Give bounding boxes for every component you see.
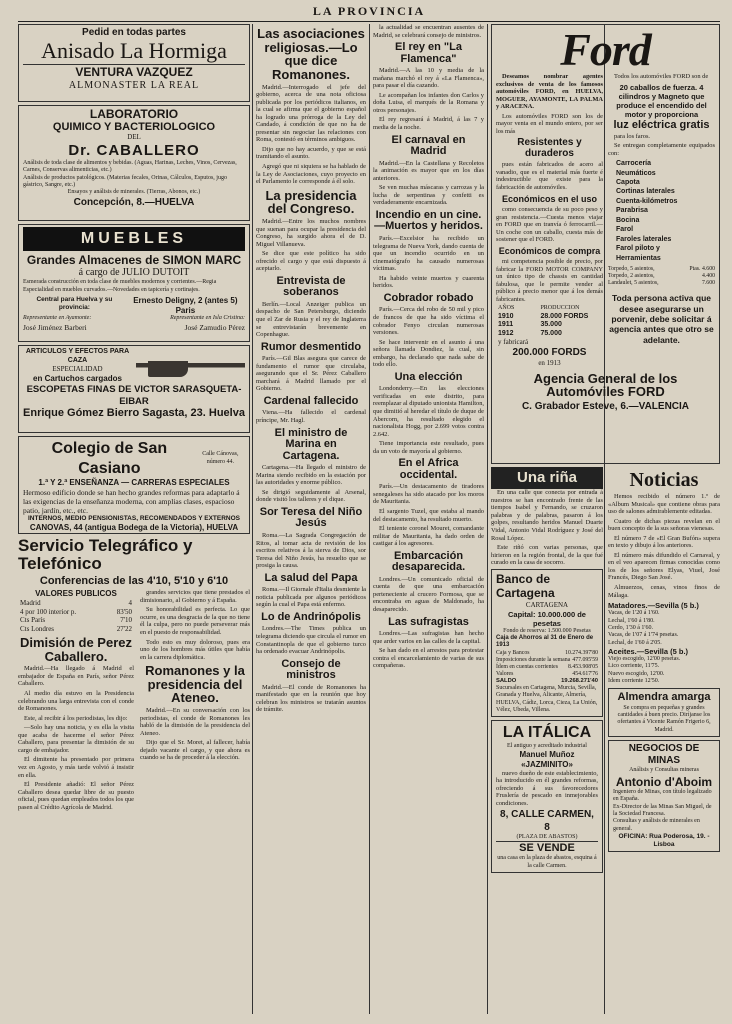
price-row: Nuevo escogido, 12'00.: [608, 670, 665, 677]
ford-text: Los automóviles FORD son los de mayor venta en el mundo entero, por ser los más: [496, 112, 603, 135]
price-value: 4.400: [701, 273, 715, 280]
ad-armas: [18, 345, 250, 433]
minas-text: Ex-Director de las Minas San Miguel, de la Sociedad Francesa.: [613, 803, 712, 818]
news-col-1a: [18, 589, 134, 813]
muebles-banner: MUEBLES: [23, 227, 245, 251]
column-4-lower: [491, 467, 603, 876]
valores-heading: VALORES PUBLICOS: [35, 589, 117, 599]
prod-header-year: AÑOS: [498, 305, 515, 312]
equip-item: Neumáticos: [616, 169, 656, 177]
article-paragraph: El rey regresará á Madrid, á las 7 y media de la noche.: [373, 116, 484, 132]
banco-city: CARTAGENA: [525, 601, 569, 610]
lab-title-2: QUIMICO Y BACTERIOLOGICO: [52, 121, 216, 134]
muebles-cargo: á cargo de JULIO DUTOIT: [78, 267, 190, 279]
minas-name: Antonio d'Aboim: [615, 774, 713, 789]
ad-anisado: [18, 24, 250, 102]
article-paragraph: París.—Cerca del robo de 50 mil y pico de francos de que ha sido víctima el cobrador Fenyo circulan numerosas versiones.: [373, 306, 484, 337]
se-vende-heading: SE VENDE: [496, 841, 598, 855]
article-headline: Cardenal fallecido: [263, 394, 359, 407]
article-paragraph: El número más difundido el Carnaval, y en el veo aparecen firmas conocidas como los de los señores Elyas, Viuel, José Francés, Diego San José.: [608, 551, 720, 582]
equip-item: Farol piloto y: [616, 245, 660, 253]
balance-label: Ídem en cuentas corrientes: [496, 663, 558, 670]
price-row: Cerdo, 1'30 á 1'60.: [608, 624, 653, 631]
ford-text: como consecuencia de su poco peso y gran resistencia.—Cuesta menos viajar en FORD que en tranvía ó ferrocarril.—Un coche con un caballo, cuesta más de sostener que el FORD.: [496, 206, 603, 244]
ad-la-italica: [491, 720, 603, 873]
ford-text: Todos los automóviles FORD son de: [614, 73, 709, 80]
article-paragraph: Londres.—Las sufragistas han hecho que arder varios en las calles de la capital.: [373, 630, 484, 645]
article-paragraph: Madrid.—El conde de Romanones ha manifestado que en la reunión que hoy celebran los ministros se tratarán asuntos de trámite.: [256, 683, 366, 714]
valores-value: 4: [128, 598, 132, 607]
article-paragraph: Este riñó con varias personas, que hirieron en la región frontal, de la que fué curado en la casa de socorro.: [491, 544, 603, 567]
minas-sub: Análisis y Consultas mineras: [629, 767, 699, 774]
colegio-address-line: CANOVAS, 44 (antigua Bodega de la Victoria), HUELVA: [29, 523, 239, 533]
minas-text: Consultas y análisis de minerales en general.: [613, 818, 700, 832]
balance-value: 454.617'76: [572, 670, 598, 677]
article-headline: Consejo de ministros: [281, 657, 341, 682]
matadores-heading: Matadores.—Sevilla (5 b.): [608, 601, 699, 611]
shotgun-illustration: [136, 351, 245, 381]
article-paragraph: Madrid.—Entre los muchos nombres que suenan para ocupar la presidencia del Congreso, ha surgido ahora el de D. Miguel Villanueva.: [256, 217, 366, 248]
article-paragraph: Se han dado en el arrestos para protestar contra el encarcelamiento de varias de sus compañeras.: [373, 647, 484, 670]
balance-label: SALDO: [496, 678, 517, 685]
ford-text: Deseamos nombrar agentes exclusivos de venta de los famosos automóviles FORD, en HUELVA, MOGUER, AYAMONTE, LA PALMA y ARACENA.: [496, 73, 603, 111]
colegio-internos: INTERNOS, MEDIO PENSIONISTAS, RECOMENDADOS Y EXTERNOS: [27, 515, 240, 523]
article-paragraph: Madrid.—A las 10 y media de la mañana marchó el rey á «La Flamenca», para pasar el día cazando.: [373, 67, 484, 90]
ford-text: pues están fabricados de acero al vanadio, que es el material más fuerte é indestructible que existe para la fabricación de automóviles.: [496, 161, 603, 192]
article-paragraph: El teniente coronel Mouret, comandante militar de Mauritania, ha dado orden de castigar á los agresores.: [373, 525, 484, 548]
italica-text: nuevo dueño de este establecimiento, ha introducido en él grandes reformas, ofreciendo á sus favorecedores Fruslería de pescado en inmejorables condiciones.: [496, 769, 598, 807]
article-headline: La salud del Papa: [264, 571, 358, 584]
italica-address: 8, CALLE CARMEN, 8: [500, 809, 594, 833]
column-rule: [487, 24, 488, 1014]
armas-address: Enrique Gómez Bierro Sagasta, 23. Huelva: [23, 407, 245, 420]
colegio-ensenanza: 1.ª Y 2.ª ENSEÑANZA — CARRERAS ESPECIALES: [38, 478, 230, 488]
balance-label: Valores: [496, 670, 514, 677]
article-paragraph: Se dice que este político ha sido ofrecido el cargo y que está dispuesto á aceptarlo.: [256, 250, 366, 273]
balance-value: 477.095'59: [572, 656, 598, 663]
article-paragraph: Se ven muchas máscaras y carrozas y la lucha de serpentinas y confetti es verdaderamente encarnizada.: [373, 184, 484, 207]
almendra-heading: Almendra amarga: [617, 691, 711, 704]
price-value: 7.600: [701, 280, 715, 287]
article-paragraph: Londres.—Un comunicado oficial de cuenta de que una embarcación perteneciente al crucero Formosa, que se encontraba en aguas de Maldonado, ha desaparecido.: [373, 575, 484, 613]
ford-economicos-heading: Económicos en el uso: [501, 193, 598, 204]
column-5-lower: [608, 467, 720, 876]
ford-equipment-list: [608, 159, 715, 263]
ad-ford: [491, 24, 720, 464]
column-3: [373, 24, 484, 1014]
armas-especialidad: ESPECIALIDAD: [52, 365, 103, 374]
article-headline: Cobrador robado: [383, 291, 474, 304]
balance-value: 19.268.271'40: [561, 678, 598, 685]
article-paragraph: Londonderry.—En las elecciones verificadas en este distrito, para reemplazar al diputado unionista Hamilton, que dimitió al heredar el título de duque de Abercorn, ha resultado elegido el nacionalista Hogg, por 2.699 votos contra 2.642.: [373, 385, 484, 438]
article-paragraph: Cartagena.—Ha llegado el ministro de Marina siendo recibido en la estación por las autoridades y enorme público.: [256, 464, 366, 487]
article-headline: En el Africa occidental.: [398, 457, 459, 481]
article-paragraph: Roma.—Il Giornale d'Italia desmiente la noticia publicada por algunos periódicos según la cual el Papa está enfermo.: [256, 586, 366, 609]
article-headline: El carnaval en Madrid: [391, 133, 466, 158]
column-2: [256, 24, 366, 1014]
article-paragraph: Agregó que ni siquiera se ha hablado de la Ley de Asociaciones, cuyo proyecto en el Parlamento le corresponde á él solo.: [256, 163, 366, 186]
prod-value: 75.000: [540, 329, 562, 337]
armas-escopetas: ESCOPETAS FINAS DE VICTOR SARASQUETA-EIBAR: [26, 384, 242, 407]
article-paragraph: El número 7 de «El Gran Bufón» supera en texto y dibujo á los anteriores.: [608, 534, 720, 550]
ford-resistentes-heading: Resistentes y duraderos: [517, 137, 582, 159]
article-paragraph: Dijo que no hay acuerdo, y que se está tramitando el asunto.: [256, 145, 366, 161]
price-label: Torpedo, 2 asientos,: [608, 273, 655, 280]
article-paragraph: París.—Gil Blas asegura que carece de fundamento el rumor que circulaba, asegurando que el Sr. Pérez Caballero marchará á Madrid llamado por el Gobierno.: [256, 355, 366, 393]
equip-item: Faroles laterales: [616, 235, 672, 243]
muebles-brand: Ernesto Deligny, 2 (antes 5) Paris: [133, 295, 238, 315]
colegio-address: Calle Cánovas, número 44.: [202, 451, 239, 465]
muebles-rep2: José Zamudio Pérez: [184, 322, 245, 332]
prod-year: 1912: [498, 329, 514, 337]
article-headline: Lo de Andrinópolis: [261, 610, 361, 623]
ad-laboratorio: [18, 105, 250, 221]
ford-agency: Agencia General de los Automóviles FORD: [533, 370, 678, 400]
lab-text-3: Ensayos y análisis de minerales. (Tierras, Abonos, etc.): [67, 189, 201, 196]
price-label: Torpedo, 5 asientos,: [608, 265, 655, 272]
banco-sucursales: Sucursales en Cartagena, Murcia, Sevilla, Granada y Huelva, Alicante, Almería, HUELVA, Cádiz, Lorca, Cieza, La Unión, Vélez, Ubeda, Villena.: [496, 685, 598, 714]
price-value: Ptas. 4.600: [689, 265, 715, 272]
valores-label: Cts Londres: [20, 624, 55, 633]
balance-label: Imposiciones durante la semana: [496, 656, 571, 663]
lab-address: Concepción, 8.—HUELVA: [73, 196, 195, 208]
italica-intro: El antiguo y acreditado industrial: [507, 742, 587, 749]
price-row: Idem corriente 12'50.: [608, 677, 660, 684]
minas-text: Ingeniero de Minas, con título legalizado en España.: [613, 789, 712, 803]
ford-luz-electrica: luz eléctrica gratis: [613, 119, 710, 132]
muebles-rep1: José Jiménez Barberi: [23, 322, 87, 332]
muebles-rep1-title: Representante en Ayamonte:: [23, 315, 92, 322]
ad-anisado-name: Anisado La Hormiga: [41, 38, 227, 64]
lab-text-2: Análisis de productos patológicos. (Materias fecales, Orinas, Cálculos, Esputos, jugo gástrico, Sangre, etc.): [23, 174, 227, 189]
balance-label: Caja y Bancos: [496, 649, 530, 656]
article-paragraph: El Presidente añadió: El señor Pérez Caballero desea quedar libre de su puesto oficial, pues quedan empleados todos los que pasen al Crédito Agrícola de Madrid.: [18, 781, 134, 811]
prod-total: 200.000 FORDS: [512, 346, 587, 358]
section-servicio-telegrafico: Servicio Telegráfico y Telefónico: [18, 536, 193, 573]
ad-almendra: [608, 688, 720, 737]
article-headline: Una elección: [394, 370, 463, 383]
noticias-headline: Noticias: [629, 469, 699, 491]
lab-text-1: Análisis de toda clase de alimentos y bebidas. (Aguas, Harinas, Leches, Vinos, Cervezas, Carnes, Conservas alimenticias, etc.): [23, 160, 237, 174]
price-label: Landaulet, 5 asientos,: [608, 280, 659, 287]
balance-value: 10.274.397'80: [565, 649, 598, 656]
column-rule: [369, 24, 370, 1014]
ad-anisado-top: Pedid en todas partes: [82, 27, 186, 38]
article-headline: La presidencia del Congreso.: [265, 187, 357, 217]
ford-production-table: [496, 305, 603, 346]
muebles-central: Central para Huelva y su provincia:: [36, 295, 113, 311]
lab-doctor: Dr. CABALLERO: [68, 141, 200, 159]
article-paragraph: Todo esto es muy doloroso, pues era uno de los hombres más útiles que había en la carrera diplomática.: [140, 638, 250, 661]
article-headline: Dimisión de Perez Caballero.: [20, 635, 132, 664]
article-paragraph: Cuatro de dichas piezas revelan en el buen concepto de la sus señoras vienesas.: [608, 517, 720, 533]
column-rule: [252, 24, 253, 1014]
article-paragraph: Ha habido veinte muertos y cuarenta heridos.: [373, 274, 484, 290]
equip-item: Cuenta-kilómetros: [616, 197, 678, 205]
price-row: Vacas, de 1'07 á 1'74 pesetas.: [608, 632, 679, 639]
almendra-text: Se compra en pequeñas y grandes cantidades á buen precio. Diríjanse los ofertantes á Vicente Ramón Frigerio 6, Madrid.: [617, 704, 711, 733]
valores-value: 7'10: [120, 616, 132, 625]
price-row: Viejo escogido, 12'00 pesetas.: [608, 655, 681, 662]
prod-year: 1910: [498, 312, 514, 320]
minas-address: OFICINA: Rua Poderosa, 19. - Lisboa: [618, 833, 710, 848]
valores-label: Cts París: [20, 616, 46, 625]
muebles-rep2-title: Representante en Isla Cristina:: [170, 315, 245, 322]
ford-call-to-action: Toda persona activa que desee asegurarse un porvenir, debe solicitar á agencia antes que otro se adelante.: [609, 293, 714, 345]
article-paragraph: El dimitente ha presentado por primera vez en Agosto, y más tarde volvió á insistir en ella.: [18, 756, 134, 779]
article-paragraph: Se hace intervenir en el asunto á una señora llamada Dondiez, la cual, sin embargo, ha declarado que nada sabe de todo ello.: [373, 338, 484, 369]
article-headline: Sor Teresa del Niño Jesús: [259, 505, 363, 530]
prod-value: [538, 338, 603, 347]
ford-prices: [608, 266, 715, 287]
armas-heading: ARTICULOS Y EFECTOS PARA CAZA: [25, 348, 130, 364]
price-row: Lico corriente, 11'75.: [608, 663, 660, 670]
italica-subaddress: (PLAZA DE ABASTOS): [516, 833, 578, 840]
price-row: Lechal, de 1'60 á 2'05.: [608, 639, 662, 646]
article-headline: Embarcación desaparecida.: [391, 549, 466, 574]
ford-agency-address: C. Grabador Esteve, 6.—VALENCIA: [521, 400, 690, 412]
se-vende-text: una casa en la plaza de abastos, esquina á la calle Carmen.: [497, 855, 597, 869]
article-headline: Rumor desmentido: [260, 340, 362, 353]
article-paragraph: París.—Excelsior ha recibido un telegrama de Nueva York, dando cuenta de que un incendio ocurrido en un cinematógrafo ha causado numerosas víctimas.: [373, 235, 484, 273]
article-paragraph: Tiene importancia este resultado, pues da un voto de mayoría al gobierno.: [373, 440, 484, 455]
masthead: [18, 2, 720, 22]
banco-name: Banco de Cartagena: [496, 571, 555, 601]
minas-heading: NEGOCIOS DE MINAS: [628, 742, 700, 767]
article-paragraph: Hemos recibido el número 1.º de «Album Musical» que contiene obras para uso de salones admirablemente editadas.: [608, 493, 720, 516]
valores-label: 4 por 100 interior p.: [20, 607, 77, 616]
italica-name: LA ITÁLICA: [502, 724, 592, 742]
article-paragraph: la actualidad se encuentran ausentes de Madrid, se celebrará consejo de ministros.: [373, 24, 484, 39]
ford-text: Se entregan completamente equipados con:: [608, 142, 715, 157]
article-paragraph: Berlín.—Local Anzeiger publica un despacho de San Petersburgo, diciendo que el Zar de Rusia y el rey de Inglaterra se entrevistarán brevemente en Copenhague.: [256, 300, 366, 339]
equip-item: Cortinas laterales: [616, 188, 675, 196]
article-paragraph: Este, al recibir á los periodistas, les dijo:: [24, 714, 128, 722]
article-paragraph: El sargento Tuzel, que estaba al mando del destacamento, ha resultado muerto.: [373, 507, 484, 523]
balance-value: 8.453.908'05: [567, 663, 598, 670]
article-headline: Romanones y la presidencia del Ateneo.: [145, 663, 245, 706]
ford-compra-heading: Económicos de compra: [498, 245, 601, 256]
ad-muebles: [18, 224, 250, 342]
prod-year: y fabricará: [498, 338, 529, 347]
article-paragraph: Dijo que el Sr. Moret, al fallecer, había dejado vacante el cargo, y que ahora es cuando se ha de proceder á la elección.: [140, 739, 250, 762]
article-paragraph: Madrid.—En su conversación con los periodistas, el conde de Romanones les habló de la dimisión de la presidencia del Ateneo.: [140, 707, 250, 737]
valores-table: [18, 599, 134, 633]
article-paragraph: En una calle que conecta por entrada á nuestros se han encontrado frente de las tiempos Isabel y Fernando, se cruzaron palabras y de palabras, pasaron á los golpes, resultando heridos Manuel Duarte Vidal, Antonio Vidal Rodríguez y José del Rosal López.: [491, 489, 603, 542]
price-row: Vacas, de 1'20 á 1'60.: [608, 610, 660, 617]
ford-text: mi competencia posible de precio, por fabricar la FORD MOTOR COMPANY un único tipo de chassis en cantidad fabulosa, que le permite vender al público á precio menor que á los demás fabricantes.: [496, 258, 603, 303]
article-paragraph: Madrid.—En la Castellana y Recoletos la animación es mayor que en los días anteriores.: [373, 159, 484, 182]
banco-balance-title: Caja de Ahorros al 31 de Enero de 1913: [496, 635, 594, 649]
armas-cartuchos: en Cartuchos cargados: [33, 373, 122, 383]
article-paragraph: —Solo hay una noticia, y es ella la visita que acaba de hacerme el señor Pérez Caballero, para presentar la dimisión de su cargo de embajador.: [18, 724, 134, 754]
aceites-heading: Aceites.—Sevilla (5 b.): [608, 646, 689, 656]
italica-owner: Manuel Muñoz «JAZMINITO»: [519, 750, 575, 769]
prod-total-year: en 1913: [538, 359, 561, 368]
ford-engine: 20 caballos de fuerza. 4 cilindros y Magneto que produce el encendido del motor y proporciona: [616, 82, 707, 119]
muebles-text: Esmerada construcción en toda clase de muebles modernos y corrientes.—Regia Especialidad en muebles curvados.—Novedades en tapicería y cortinajes.: [23, 279, 217, 293]
column-1: [18, 24, 250, 1014]
article-headline: Las sufragistas: [388, 615, 469, 628]
ad-anisado-maker: VENTURA VAZQUEZ: [23, 64, 245, 80]
column-4-5: [491, 24, 720, 1014]
equip-item: Capota: [616, 179, 640, 187]
ford-text: para los faros.: [614, 132, 651, 140]
ad-banco-cartagena: [491, 569, 603, 718]
lab-title-3: DEL: [127, 133, 141, 142]
article-headline: El ministro de Marina en Cartagena.: [274, 426, 348, 462]
article-paragraph: grandes servicios que tiene prestados el dimisionario, al Gobierno y á España.: [140, 589, 250, 604]
article-paragraph: Almuerzos, cenas, vinos finos de Málaga.: [608, 584, 720, 599]
prod-value: 28.000 FORDS: [540, 312, 589, 320]
article-headline: Incendio en un cine.—Muertos y heridos.: [374, 208, 483, 233]
lab-title-1: LABORATORIO: [89, 107, 179, 121]
ad-negocios-minas: [608, 740, 720, 852]
ford-logo: Ford: [560, 24, 651, 75]
prod-header-production: PRODUCCION: [540, 305, 580, 312]
article-paragraph: Madrid.—Interrogado el jefe del gobierno, acerca de una nota oficiosa publicada por los periódicos italianos, en la cual se afirma que el gobierno español ha logrado una prórroga de la Ley del Candado, á condición de que no ha de presentar sin negociar las relaciones con Roma, contestó en términos ambiguos.: [256, 83, 366, 144]
valores-value: 27'22: [116, 624, 132, 633]
banco-reserva: Fondo de reserva: 1.500.000 Pesetas: [503, 627, 591, 634]
newspaper-title: LA PROVINCIA: [312, 4, 426, 19]
news-col-1b: [140, 589, 250, 813]
article-paragraph: Londres.—The Times publica un telegrama diciendo que circula el rumor en Constantinopla de que el gobierno turco ha ordenado evacuar Andrinópolis.: [256, 625, 366, 656]
ad-colegio: [18, 436, 250, 534]
article-paragraph: Le acompañan los infantes don Carlos y doña Luisa, el marqués de la Romana y otros personajes.: [373, 91, 484, 114]
article-headline: Entrevista de soberanos: [276, 274, 346, 299]
muebles-store: Grandes Almacenes de SIMON MARC: [26, 252, 242, 267]
equip-item: Farol: [616, 226, 634, 234]
banco-capital: Capital: 10.000.000 de pesetas: [508, 609, 586, 628]
ad-anisado-town: ALMONASTER LA REAL: [68, 79, 200, 91]
equip-item: Parabrisa: [616, 207, 648, 215]
article-paragraph: Viena.—Ha fallecido el cardenal príncipe, Mr. Hagl.: [256, 409, 366, 424]
article-paragraph: París.—Un destacamento de tiradores senegaleses ha sido atacado por los moros de Mauritania.: [373, 483, 484, 506]
article-paragraph: Madrid.—Ha llegado á Madrid el embajador de España en París, señor Pérez Caballero.: [18, 665, 134, 688]
article-paragraph: Su honorabilidad es perfecta. Lo que ocurre, es una desgracia de la que no tiene él la culpa, pero no puede perseverar más en el puesto de responsabilidad.: [140, 606, 250, 636]
colegio-text: Hermoso edificio donde se han hecho grandes reformas para adaptarlo á las exigencias de la enseñanza moderna, con amplias clases, espacioso patio, jardín, etc., etc.: [23, 487, 240, 516]
prod-year: 1911: [498, 321, 514, 329]
valores-value: 83'50: [116, 607, 132, 616]
article-paragraph: Al medio día estuvo en la Presidencia celebrando una larga entrevista con el conde de Romanones.: [18, 690, 134, 713]
article-headline: Las asociaciones religiosas.—Lo que dice Romanones.: [257, 26, 365, 82]
article-paragraph: Se dirigió seguidamente al Arsenal, donde visitó los talleres y el dique.: [256, 488, 366, 504]
equip-item: Carrocería: [616, 160, 652, 168]
valores-label: Madrid: [20, 598, 41, 607]
equip-item: Bocina: [616, 216, 640, 224]
rina-headline: Una riña: [491, 467, 603, 489]
article-paragraph: Roma.—La Sagrada Congregación de Ritos, al tomar acta de revisión de los escritos relativos á la sierva de Dios, sor Teresa del Niño Jesús, ha resuelto que se prosiga la causa.: [256, 532, 366, 570]
article-headline: El rey en "La Flamenca": [395, 41, 462, 65]
price-row: Lechal, 1'60 á 1'80.: [608, 617, 655, 624]
prod-value: 35.000: [540, 321, 562, 329]
colegio-name: Colegio de San Casiano: [51, 440, 168, 477]
section-conferencias: Conferencias de las 4'10, 5'10 y 6'10: [39, 574, 229, 587]
equip-item: Herramientas: [616, 254, 661, 262]
